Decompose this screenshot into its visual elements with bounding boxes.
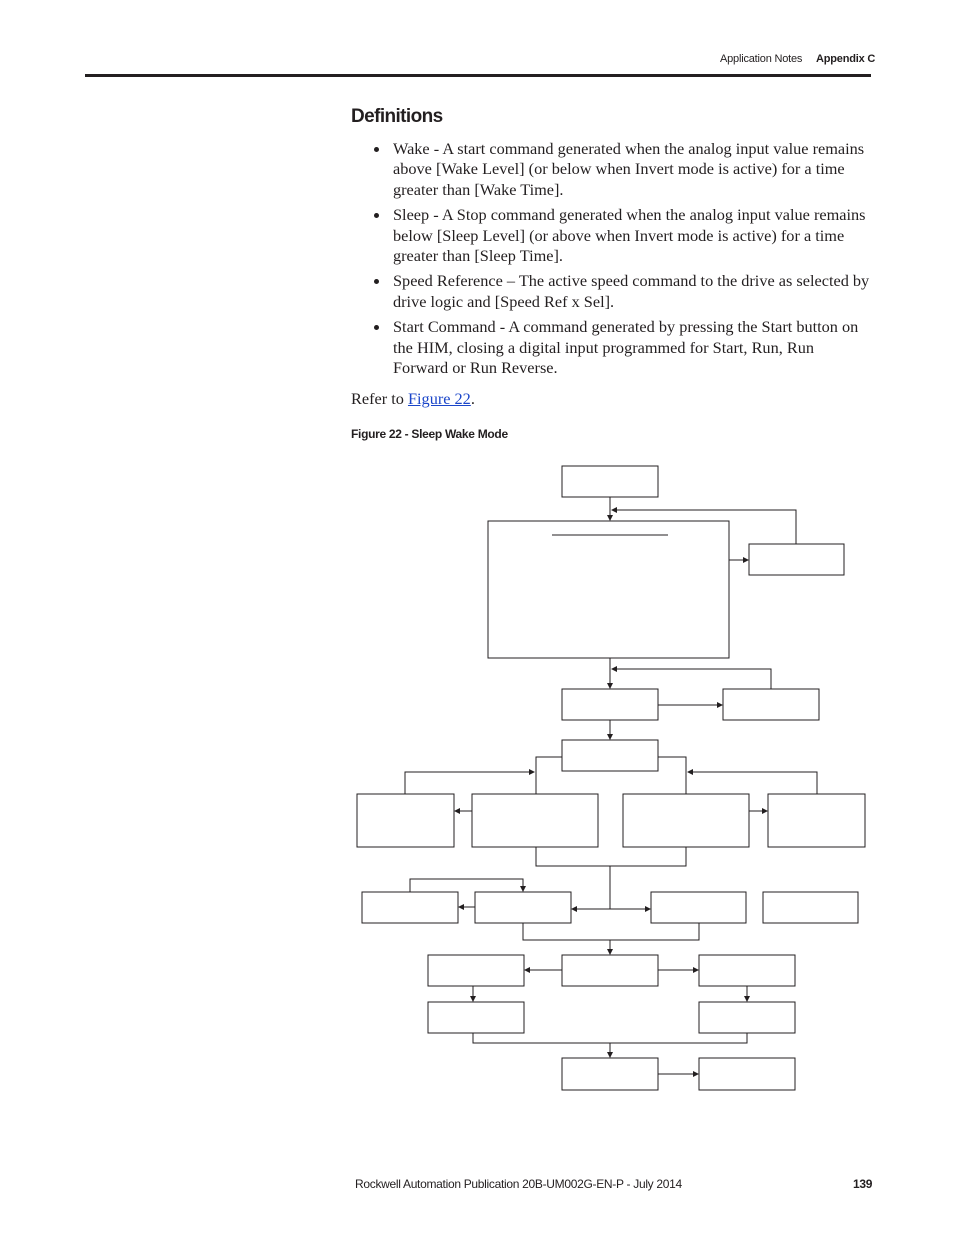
definition-start-command: Start Command - A command generated by pressing the Start button on the HIM, closing a digital input programmed for Start, Run, Run Forward or Run Reverse. [393,317,859,378]
page-number: 139 [853,1177,873,1191]
definition-wake: Wake - A start command generated when the analog input value remains above [Wake Level] (or below when Invert mode is active) for a time greater than [Wake Time]. [393,139,865,199]
figure-caption: Figure 22 - Sleep Wake Mode [351,427,508,441]
flow-box-side-top [749,544,844,575]
flow-box-main [488,521,729,658]
flow-box-row4-d [763,892,858,923]
flow-box-row6-right [699,1002,795,1033]
flow-box-start [562,466,658,497]
flow-box-row1-right [723,689,819,720]
flow-box-row2 [562,740,658,771]
flow-box-row4-a [362,892,458,923]
header-appendix: Appendix C [816,53,876,65]
flow-box-row4-c [651,892,746,923]
flow-box-row1-left [562,689,658,720]
flow-box-row3-a [357,794,454,847]
figure-link[interactable]: Figure 22 [407,389,471,408]
footer-publication: Rockwell Automation Publication 20B-UM002G-EN-P - July 2014 [355,1177,682,1191]
flow-box-row6-left [428,1002,524,1033]
flow-box-row3-b [472,794,598,847]
flow-box-row7-right [699,1058,795,1090]
flow-box-row5-left [428,955,524,986]
flow-box-row5-right [699,955,795,986]
flow-box-row7-left [562,1058,658,1090]
definition-speed-reference: Speed Reference – The active speed command to the drive as selected by drive logic and [Speed Ref x Sel]. [393,271,870,311]
definition-sleep: Sleep - A Stop command generated when the analog input value remains below [Sleep Level] (or above when Invert mode is active) for a time greater than [Sleep Time]. [393,205,866,266]
refer-text: Refer to Figure 22. [351,389,475,408]
flow-box-row4-b [475,892,571,923]
section-title: Definitions [351,106,443,127]
flow-box-row5-mid [562,955,658,986]
flow-box-row3-d [768,794,865,847]
header-section: Application Notes [720,53,803,65]
flow-box-row3-c [623,794,749,847]
